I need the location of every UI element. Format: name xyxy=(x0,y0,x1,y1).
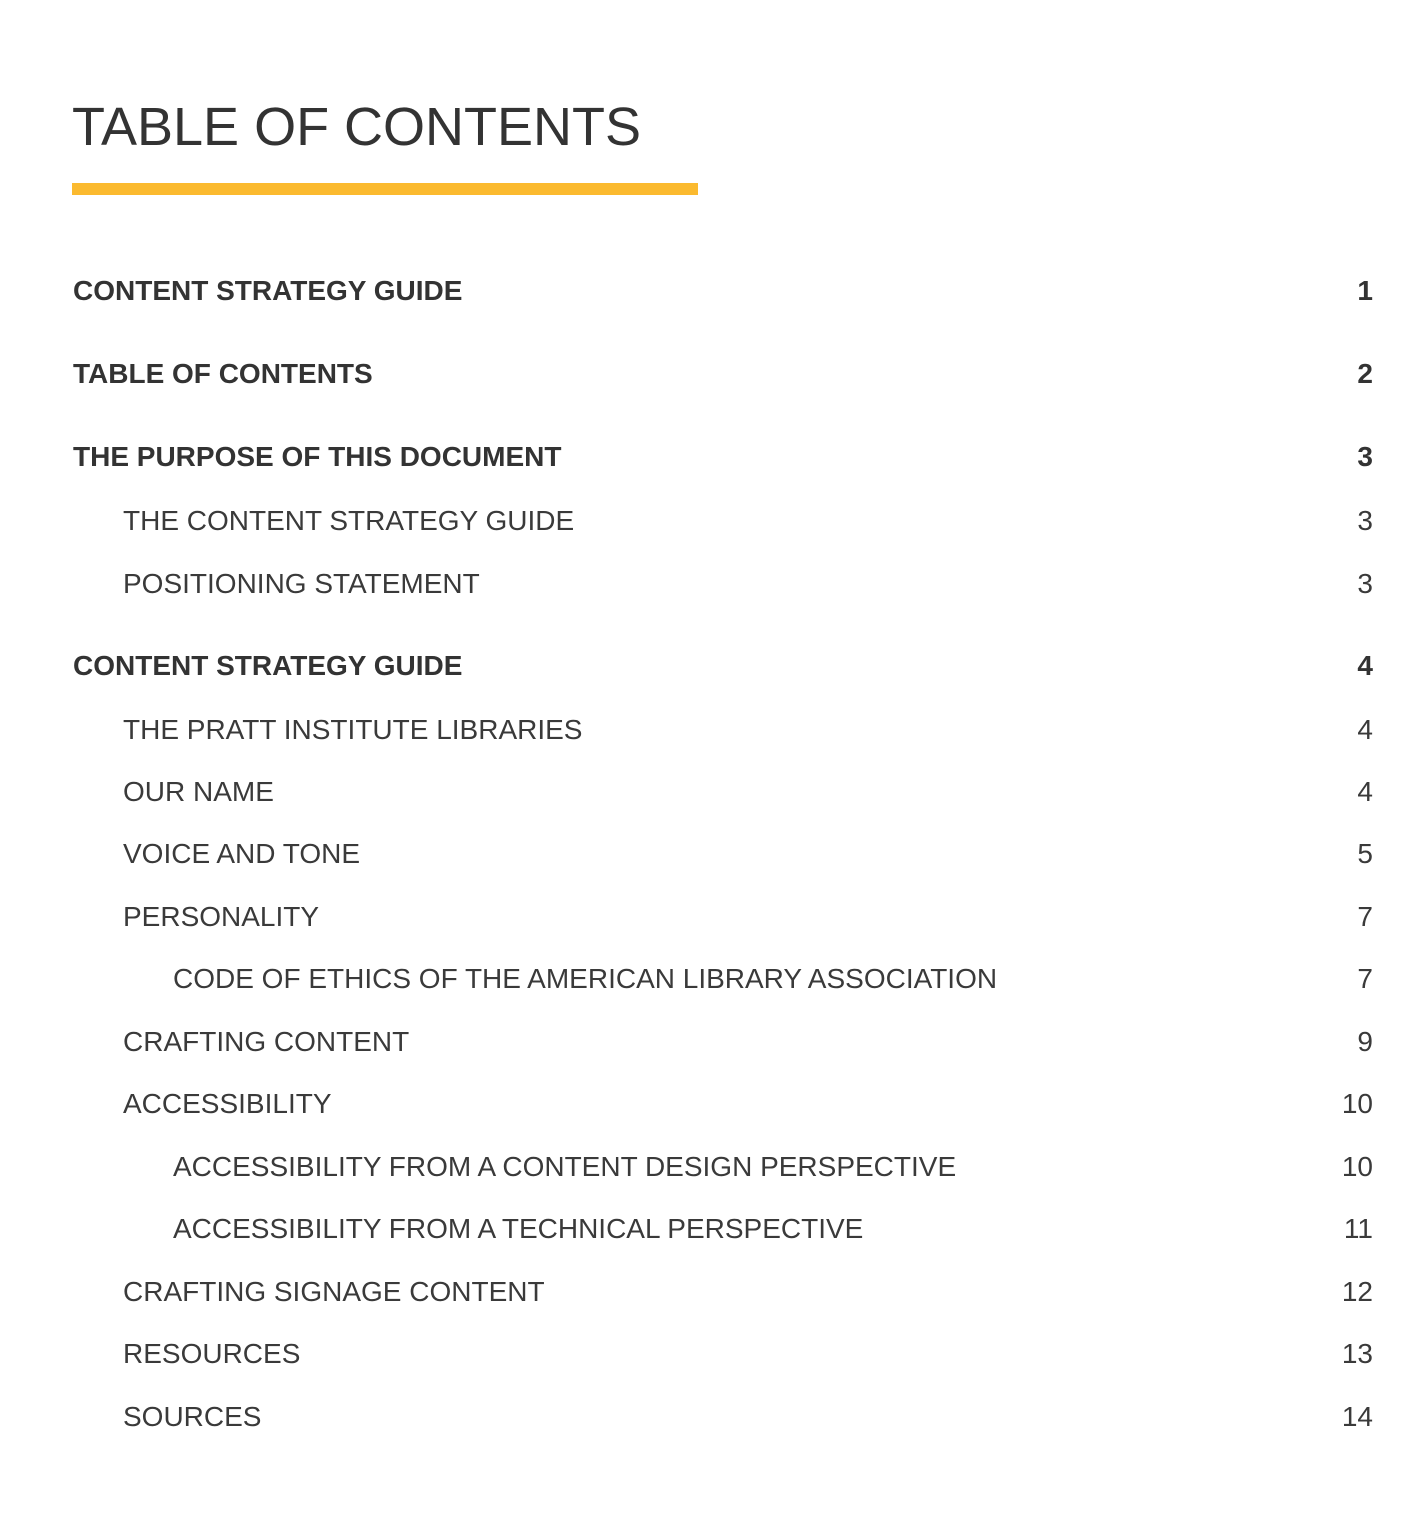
toc-entry-page-number: 10 xyxy=(1341,1151,1373,1182)
toc-entry-title: CONTENT STRATEGY GUIDE xyxy=(73,650,463,681)
toc-entry-page-number: 4 xyxy=(1357,714,1373,745)
toc-entry-page-number: 7 xyxy=(1357,963,1373,994)
toc-entry-page-number: 1 xyxy=(1357,275,1373,306)
toc-entry-page-number: 3 xyxy=(1357,505,1373,536)
toc-entry[interactable] xyxy=(0,271,1424,311)
toc-entry-page-number: 12 xyxy=(1341,1276,1373,1307)
toc-entry[interactable] xyxy=(0,564,1424,604)
toc-entry-page-number: 10 xyxy=(1341,1088,1373,1119)
toc-entry-title: SOURCES xyxy=(123,1401,262,1432)
toc-entry-title: CRAFTING CONTENT xyxy=(123,1026,410,1057)
toc-entry-page-number: 3 xyxy=(1357,441,1373,472)
toc-entry[interactable] xyxy=(0,710,1424,750)
toc-entry-page-number: 14 xyxy=(1341,1401,1373,1432)
toc-entry-title: ACCESSIBILITY FROM A TECHNICAL PERSPECTIVE xyxy=(173,1213,864,1244)
toc-entry-page-number: 13 xyxy=(1341,1338,1373,1369)
toc-entry-title: RESOURCES xyxy=(123,1338,301,1369)
toc-entry[interactable] xyxy=(0,1022,1424,1062)
toc-entry-title: THE PRATT INSTITUTE LIBRARIES xyxy=(123,714,583,745)
toc-entry-page-number: 11 xyxy=(1343,1213,1373,1244)
toc-entry-title: OUR NAME xyxy=(123,776,274,807)
toc-entry[interactable] xyxy=(0,1397,1424,1437)
toc-entry[interactable] xyxy=(0,1084,1424,1124)
toc-entry-title: CRAFTING SIGNAGE CONTENT xyxy=(123,1276,545,1307)
toc-entry-page-number: 3 xyxy=(1357,568,1373,599)
toc-entry[interactable] xyxy=(0,646,1424,686)
toc-entry[interactable] xyxy=(0,1147,1424,1187)
toc-entry-page-number: 4 xyxy=(1357,776,1373,807)
toc-entry[interactable] xyxy=(0,501,1424,541)
toc-entry[interactable] xyxy=(0,1209,1424,1249)
toc-entry[interactable] xyxy=(0,354,1424,394)
toc-entry-page-number: 7 xyxy=(1357,901,1373,932)
toc-entry-title: TABLE OF CONTENTS xyxy=(73,358,373,389)
toc-entry-page-number: 5 xyxy=(1357,838,1373,869)
toc-entry-title: POSITIONING STATEMENT xyxy=(123,568,480,599)
toc-entry-page-number: 9 xyxy=(1357,1026,1373,1057)
toc-entry-title: ACCESSIBILITY xyxy=(123,1088,332,1119)
toc-entry[interactable] xyxy=(0,772,1424,812)
toc-entry[interactable] xyxy=(0,1334,1424,1374)
toc-entry-title: CONTENT STRATEGY GUIDE xyxy=(73,275,463,306)
toc-entry[interactable] xyxy=(0,959,1424,999)
toc-entry-title: THE CONTENT STRATEGY GUIDE xyxy=(123,505,575,536)
toc-entry[interactable] xyxy=(0,437,1424,477)
toc-entry[interactable] xyxy=(0,897,1424,937)
toc-entry-title: ACCESSIBILITY FROM A CONTENT DESIGN PERSPECTIVE xyxy=(173,1151,957,1182)
toc-entry-title: CODE OF ETHICS OF THE AMERICAN LIBRARY ASSOCIATION xyxy=(173,963,998,994)
toc-entry[interactable] xyxy=(0,1272,1424,1312)
toc-entry-title: PERSONALITY xyxy=(123,901,320,932)
page-title: TABLE OF CONTENTS xyxy=(72,97,642,157)
toc-entry-title: VOICE AND TONE xyxy=(123,838,361,869)
toc-entry-title: THE PURPOSE OF THIS DOCUMENT xyxy=(73,441,562,472)
toc-entry-page-number: 4 xyxy=(1357,650,1373,681)
toc-entry[interactable] xyxy=(0,834,1424,874)
toc-entry-page-number: 2 xyxy=(1357,358,1373,389)
